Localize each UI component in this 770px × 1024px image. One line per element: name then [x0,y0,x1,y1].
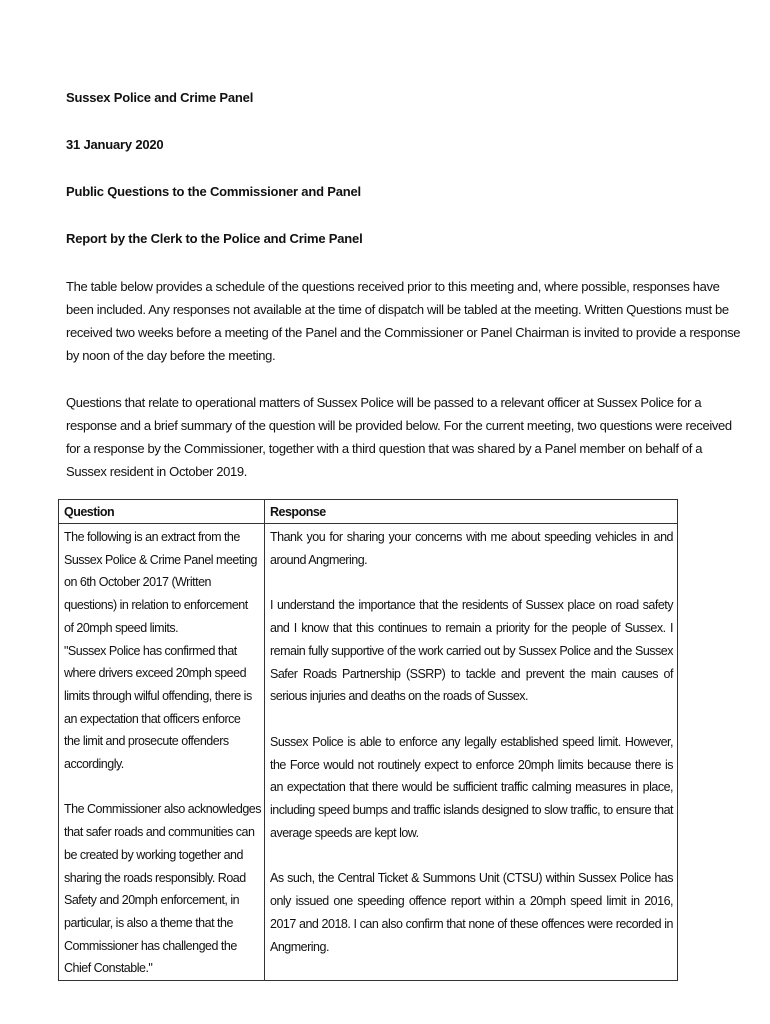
panel-heading: Sussex Police and Crime Panel [66,90,254,105]
operational-line: for a response by the Commissioner, together with a third question that was shared by a Panel member on behalf of a [66,441,703,456]
table-header-row [59,500,678,524]
intro-line: received two weeks before a meeting of the Panel and the Commissioner or Panel Chairman is invited to provide a response [66,325,741,340]
operational-line: Sussex resident in October 2019. [66,464,248,479]
response-column-header: Response [265,500,678,524]
question-line: The Commissioner also acknowledges [64,802,261,817]
question-line-spacer [64,776,260,799]
question-line: the limit and prosecute offenders [64,734,229,749]
question-line: The following is an extract from the [64,530,240,544]
question-line: limits through wilful offending, there is [64,688,252,703]
operational-paragraph [66,391,732,483]
intro-paragraph [66,275,741,367]
question-line: be created by working together and [64,847,243,862]
meeting-date: 31 January 2020 [66,137,164,152]
question-line: on 6th October 2017 (Written [64,575,211,590]
response-paragraph: Thank you for sharing your concerns with me about speeding vehicles in and around Angmering. [270,530,673,567]
question-line: Safety and 20mph enforcement, in [64,893,240,908]
intro-line: The table below provides a schedule of the questions received prior to this meeting and, where possible, responses have [66,279,720,294]
response-cell [265,524,678,981]
document-body [66,86,741,483]
intro-line: by noon of the day before the meeting. [66,348,276,363]
question-line: questions) in relation to enforcement [64,598,248,613]
question-line: particular, is also a theme that the [64,915,233,930]
questions-table [58,499,678,981]
question-line: accordingly. [64,757,124,772]
question-column-header: Question [59,500,265,524]
question-line: Sussex Police & Crime Panel meeting [64,552,258,567]
report-heading: Report by the Clerk to the Police and Crime Panel [66,231,363,246]
question-line: "Sussex Police has confirmed that [64,643,237,658]
question-cell [59,524,265,981]
question-line: sharing the roads responsibly. Road [64,870,246,885]
subject-heading: Public Questions to the Commissioner and Panel [66,184,361,199]
question-line: an expectation that officers enforce [64,711,241,726]
response-paragraph: As such, the Central Ticket & Summons Unit (CTSU) within Sussex Police has only issued one speeding offence report within a 20mph speed limit in 2016, 2017 and 2018. I can also confirm that none of these offences were recorded in Angmering. [270,871,673,954]
question-line: of 20mph speed limits. [64,620,179,635]
operational-line: response and a brief summary of the question will be provided below. For the current meeting, two questions were received [66,418,732,433]
question-line: where drivers exceed 20mph speed [64,666,247,681]
question-line: Commissioner has challenged the [64,938,237,953]
intro-line: been included. Any responses not available at the time of dispatch will be tabled at the meeting. Written Questions must be [66,302,729,317]
operational-line: Questions that relate to operational matters of Sussex Police will be passed to a relevant officer at Sussex Police for a [66,395,702,410]
response-paragraph: I understand the importance that the residents of Sussex place on road safety and I know that this continues to remain a priority for the people of Sussex. I remain fully supportive of the work carried out by Sussex Police and the Sussex Safer Roads Partnership (SSRP) to tackle and prevent the main causes of serious injuries and deaths on the roads of Sussex. [270,598,673,704]
question-line: Chief Constable." [64,961,153,976]
table-row [59,524,678,981]
response-paragraph: Sussex Police is able to enforce any legally established speed limit. However, the Force would not routinely expect to enforce 20mph limits because there is an expectation that there would be sufficient traffic calming measures in place, including speed bumps and traffic islands designed to slow traffic, to ensure that average speeds are kept low. [270,734,673,840]
question-line: that safer roads and communities can [64,825,255,840]
